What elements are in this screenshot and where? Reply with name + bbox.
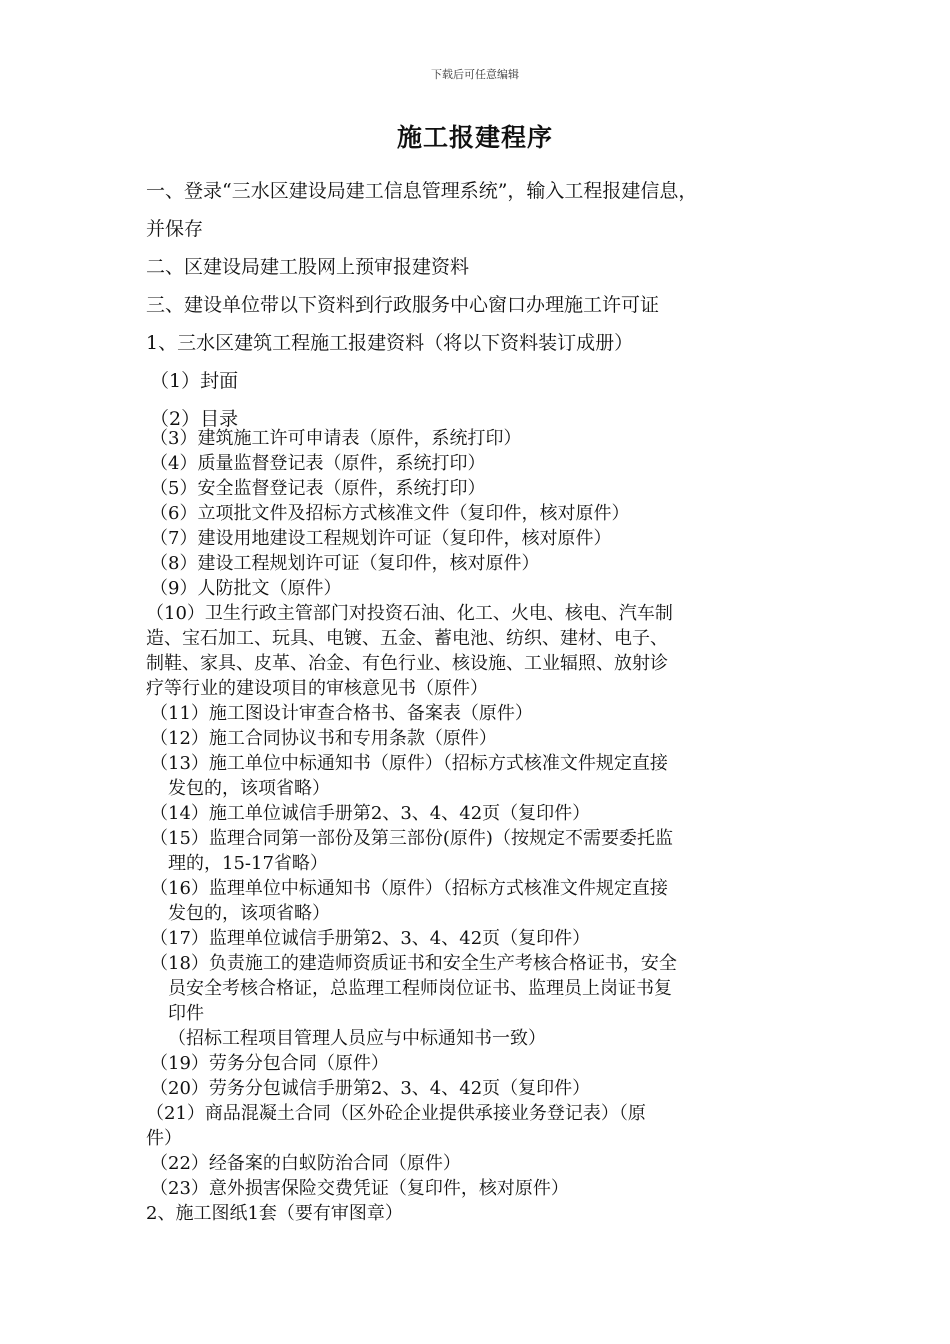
list-item-line: 件） bbox=[146, 1128, 182, 1149]
step-3: 三、建设单位带以下资料到行政服务中心窗口办理施工许可证 bbox=[146, 294, 660, 316]
document-title: 施工报建程序 bbox=[396, 123, 553, 152]
list-item-line: 疗等行业的建设项目的审核意见书（原件） bbox=[146, 678, 488, 699]
list-item: （4）质量监督登记表（原件，系统打印） bbox=[150, 453, 486, 474]
list-item: （17）监理单位诚信手册第2、3、4、42页（复印件） bbox=[150, 928, 591, 949]
list-item: （8）建设工程规划许可证（复印件，核对原件） bbox=[150, 553, 540, 574]
item-toc: （2）目录 bbox=[150, 408, 239, 430]
list-item-line: （10）卫生行政主管部门对投资石油、化工、火电、核电、汽车制 bbox=[146, 603, 673, 624]
list-item-line: 制鞋、家具、皮革、冶金、有色行业、核设施、工业辐照、放射诊 bbox=[146, 653, 668, 674]
list-item: （5）安全监督登记表（原件，系统打印） bbox=[150, 478, 486, 499]
list-item: （9）人防批文（原件） bbox=[150, 578, 342, 599]
list-item-line: 发包的，该项省略） bbox=[168, 778, 330, 799]
list-item: 2、施工图纸1套（要有审图章） bbox=[146, 1203, 403, 1224]
list-item: （11）施工图设计审查合格书、备案表（原件） bbox=[150, 703, 533, 724]
list-item: （23）意外损害保险交费凭证（复印件，核对原件） bbox=[150, 1178, 569, 1199]
materials-list bbox=[146, 426, 826, 1226]
list-item-line: （13）施工单位中标通知书（原件）（招标方式核准文件规定直接 bbox=[150, 753, 668, 774]
list-item-line: （21）商品混凝土合同（区外砼企业提供承接业务登记表）（原 bbox=[146, 1103, 646, 1124]
list-item: （20）劳务分包诚信手册第2、3、4、42页（复印件） bbox=[150, 1078, 591, 1099]
list-item: （3）建筑施工许可申请表（原件，系统打印） bbox=[150, 428, 522, 449]
item-cover: （1）封面 bbox=[150, 370, 239, 392]
list-item: （6）立项批文件及招标方式核准文件（复印件，核对原件） bbox=[150, 503, 630, 524]
step-3-sub-1: 1、三水区建筑工程施工报建资料（将以下资料装订成册） bbox=[146, 332, 634, 354]
list-item: （19）劳务分包合同（原件） bbox=[150, 1053, 389, 1074]
list-item-line: 印件 bbox=[168, 1003, 204, 1024]
list-item: （22）经备案的白蚁防治合同（原件） bbox=[150, 1153, 461, 1174]
list-item: （7）建设用地建设工程规划许可证（复印件，核对原件） bbox=[150, 528, 612, 549]
list-item: （12）施工合同协议书和专用条款（原件） bbox=[150, 728, 497, 749]
list-item-line: （招标工程项目管理人员应与中标通知书一致） bbox=[168, 1028, 546, 1049]
list-item-line: 造、宝石加工、玩具、电镀、五金、蓄电池、纺织、建材、电子、 bbox=[146, 628, 668, 649]
list-item-line: 发包的，该项省略） bbox=[168, 903, 330, 924]
header-note: 下载后可任意编辑 bbox=[431, 68, 519, 81]
list-item-line: （15）监理合同第一部份及第三部份(原件)（按规定不需要委托监 bbox=[150, 828, 673, 849]
steps-section bbox=[146, 172, 826, 438]
step-1-line-2: 并保存 bbox=[146, 218, 204, 240]
list-item-line: 理的，15-17省略） bbox=[168, 853, 328, 874]
list-item-line: 员安全考核合格证，总监理工程师岗位证书、监理员上岗证书复 bbox=[168, 978, 672, 999]
list-item: （14）施工单位诚信手册第2、3、4、42页（复印件） bbox=[150, 803, 591, 824]
step-1-line-1: 一、登录“三水区建设局建工信息管理系统”，输入工程报建信息， bbox=[146, 180, 698, 202]
step-2: 二、区建设局建工股网上预审报建资料 bbox=[146, 256, 470, 278]
list-item-line: （18）负责施工的建造师资质证书和安全生产考核合格证书，安全 bbox=[150, 953, 677, 974]
list-item-line: （16）监理单位中标通知书（原件）（招标方式核准文件规定直接 bbox=[150, 878, 668, 899]
